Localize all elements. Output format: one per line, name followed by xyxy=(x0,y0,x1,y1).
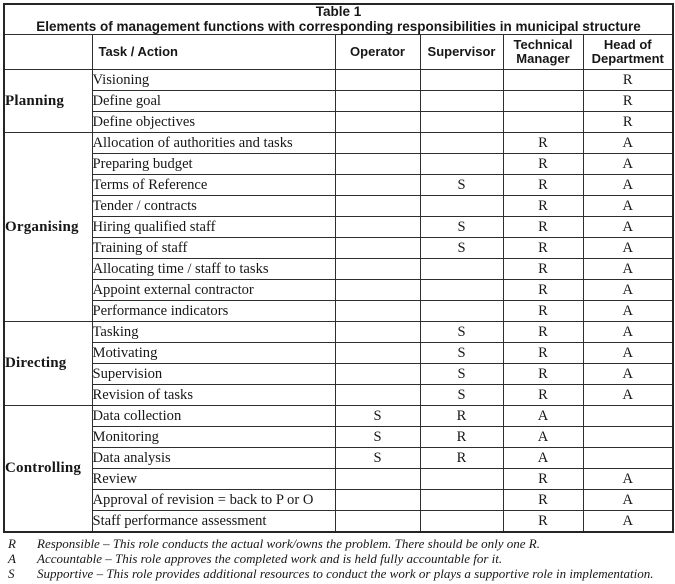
footnote-text: Responsible – This role conducts the actual work/owns the problem. There should be only one R. xyxy=(37,536,540,551)
technical-manager-cell xyxy=(503,91,583,112)
task-cell: Allocating time / staff to tasks xyxy=(92,259,335,280)
operator-cell xyxy=(335,490,420,511)
supervisor-cell xyxy=(420,490,503,511)
title-row xyxy=(4,4,673,35)
operator-cell xyxy=(335,175,420,196)
table-row xyxy=(4,91,673,112)
table-row xyxy=(4,490,673,511)
operator-cell xyxy=(335,238,420,259)
supervisor-cell xyxy=(420,112,503,133)
operator-cell xyxy=(335,91,420,112)
operator-cell xyxy=(335,217,420,238)
operator-cell xyxy=(335,385,420,406)
supervisor-cell: S xyxy=(420,385,503,406)
table-row xyxy=(4,364,673,385)
table-row xyxy=(4,70,673,91)
operator-cell xyxy=(335,301,420,322)
supervisor-cell: R xyxy=(420,448,503,469)
head-of-department-cell: A xyxy=(583,175,673,196)
supervisor-cell: S xyxy=(420,217,503,238)
technical-manager-cell: R xyxy=(503,364,583,385)
task-cell: Allocation of authorities and tasks xyxy=(92,133,335,154)
column-header-head-of-department: Head of Department xyxy=(583,35,673,70)
head-of-department-cell: R xyxy=(583,112,673,133)
table-row xyxy=(4,154,673,175)
table-row xyxy=(4,448,673,469)
head-of-department-cell: A xyxy=(583,196,673,217)
technical-manager-cell: R xyxy=(503,133,583,154)
technical-manager-cell xyxy=(503,112,583,133)
supervisor-cell xyxy=(420,301,503,322)
head-of-department-cell: A xyxy=(583,364,673,385)
group-cell-controlling: Controlling xyxy=(4,406,92,533)
supervisor-cell xyxy=(420,91,503,112)
operator-cell xyxy=(335,112,420,133)
task-cell: Data analysis xyxy=(92,448,335,469)
footnote-key: R xyxy=(8,536,16,551)
head-of-department-cell: A xyxy=(583,490,673,511)
management-table xyxy=(3,3,674,533)
supervisor-cell xyxy=(420,469,503,490)
operator-cell xyxy=(335,280,420,301)
table-row xyxy=(4,385,673,406)
technical-manager-cell: R xyxy=(503,322,583,343)
table-number: Table 1 xyxy=(315,4,362,19)
head-of-department-cell: A xyxy=(583,217,673,238)
group-cell-organising: Organising xyxy=(4,133,92,322)
footnote-text: Supportive – This role provides additional resources to conduct the work or plays a supportive role in implementation. xyxy=(37,565,654,581)
supervisor-cell xyxy=(420,196,503,217)
technical-manager-cell: R xyxy=(503,154,583,175)
supervisor-cell xyxy=(420,259,503,280)
supervisor-cell xyxy=(420,133,503,154)
technical-manager-cell: R xyxy=(503,238,583,259)
technical-manager-cell: R xyxy=(503,343,583,364)
table-row xyxy=(4,112,673,133)
group-cell-planning: Planning xyxy=(4,70,92,133)
table-row xyxy=(4,511,673,533)
task-cell: Review xyxy=(92,469,335,490)
supervisor-cell: S xyxy=(420,322,503,343)
technical-manager-cell: R xyxy=(503,301,583,322)
task-cell: Performance indicators xyxy=(92,301,335,322)
operator-cell xyxy=(335,196,420,217)
operator-cell: S xyxy=(335,427,420,448)
supervisor-cell: R xyxy=(420,406,503,427)
technical-manager-cell: A xyxy=(503,427,583,448)
task-cell: Terms of Reference xyxy=(92,175,335,196)
task-cell: Tender / contracts xyxy=(92,196,335,217)
footnote-text: Accountable – This role approves the completed work and is held fully accountable for it. xyxy=(37,550,503,566)
header-row xyxy=(4,35,673,70)
footnote-supportive xyxy=(8,567,675,582)
column-header-task: Task / Action xyxy=(92,35,335,70)
footnote-accountable xyxy=(8,552,675,567)
technical-manager-cell: A xyxy=(503,448,583,469)
supervisor-cell: S xyxy=(420,238,503,259)
task-cell: Monitoring xyxy=(92,427,335,448)
table-row xyxy=(4,238,673,259)
column-header-operator: Operator xyxy=(335,35,420,70)
table-row xyxy=(4,427,673,448)
table-caption: Elements of management functions with corresponding responsibilities in municipal structure xyxy=(36,18,641,34)
table-title-cell xyxy=(4,4,673,35)
table-row xyxy=(4,196,673,217)
task-cell: Motivating xyxy=(92,343,335,364)
technical-manager-cell: R xyxy=(503,385,583,406)
head-of-department-cell: A xyxy=(583,238,673,259)
head-of-department-cell: A xyxy=(583,511,673,533)
column-header-supervisor: Supervisor xyxy=(420,35,503,70)
technical-manager-cell: R xyxy=(503,175,583,196)
head-of-department-cell: A xyxy=(583,280,673,301)
task-cell: Training of staff xyxy=(92,238,335,259)
footnote-key: S xyxy=(8,565,15,581)
technical-manager-cell: A xyxy=(503,406,583,427)
technical-manager-cell: R xyxy=(503,280,583,301)
technical-manager-cell: R xyxy=(503,511,583,533)
head-of-department-cell: A xyxy=(583,469,673,490)
table-row xyxy=(4,133,673,154)
task-cell: Revision of tasks xyxy=(92,385,335,406)
table-row xyxy=(4,259,673,280)
supervisor-cell: S xyxy=(420,343,503,364)
table-row xyxy=(4,322,673,343)
table-row xyxy=(4,406,673,427)
footnote-responsible xyxy=(8,537,675,552)
table-row xyxy=(4,280,673,301)
table-row xyxy=(4,301,673,322)
head-of-department-cell: A xyxy=(583,301,673,322)
operator-cell: S xyxy=(335,448,420,469)
supervisor-cell: S xyxy=(420,175,503,196)
task-cell: Hiring qualified staff xyxy=(92,217,335,238)
supervisor-cell: S xyxy=(420,364,503,385)
technical-manager-cell: R xyxy=(503,217,583,238)
operator-cell xyxy=(335,70,420,91)
supervisor-cell xyxy=(420,70,503,91)
supervisor-cell xyxy=(420,280,503,301)
supervisor-cell: R xyxy=(420,427,503,448)
table-row xyxy=(4,469,673,490)
technical-manager-cell: R xyxy=(503,196,583,217)
table-row xyxy=(4,217,673,238)
task-cell: Define goal xyxy=(92,91,335,112)
task-cell: Define objectives xyxy=(92,112,335,133)
supervisor-cell xyxy=(420,511,503,533)
task-cell: Tasking xyxy=(92,322,335,343)
technical-manager-cell: R xyxy=(503,469,583,490)
task-cell: Data collection xyxy=(92,406,335,427)
technical-manager-cell: R xyxy=(503,490,583,511)
head-of-department-cell: R xyxy=(583,70,673,91)
task-cell: Approval of revision = back to P or O xyxy=(92,490,335,511)
table-row xyxy=(4,343,673,364)
head-of-department-cell: A xyxy=(583,385,673,406)
technical-manager-cell xyxy=(503,70,583,91)
head-of-department-cell: A xyxy=(583,154,673,175)
task-cell: Preparing budget xyxy=(92,154,335,175)
operator-cell xyxy=(335,259,420,280)
table-row xyxy=(4,175,673,196)
task-cell: Supervision xyxy=(92,364,335,385)
column-header-technical-manager: Technical Manager xyxy=(503,35,583,70)
task-cell: Staff performance assessment xyxy=(92,511,335,533)
operator-cell xyxy=(335,133,420,154)
operator-cell xyxy=(335,511,420,533)
task-cell: Appoint external contractor xyxy=(92,280,335,301)
footnote-key: A xyxy=(8,550,16,566)
head-of-department-cell xyxy=(583,406,673,427)
head-of-department-cell: A xyxy=(583,343,673,364)
operator-cell xyxy=(335,322,420,343)
task-cell: Visioning xyxy=(92,70,335,91)
footnotes xyxy=(8,537,675,581)
head-of-department-cell xyxy=(583,427,673,448)
group-cell-directing: Directing xyxy=(4,322,92,406)
corner-cell xyxy=(4,35,92,70)
head-of-department-cell: R xyxy=(583,91,673,112)
supervisor-cell xyxy=(420,154,503,175)
head-of-department-cell: A xyxy=(583,322,673,343)
head-of-department-cell xyxy=(583,448,673,469)
operator-cell xyxy=(335,154,420,175)
head-of-department-cell: A xyxy=(583,133,673,154)
operator-cell: S xyxy=(335,406,420,427)
head-of-department-cell: A xyxy=(583,259,673,280)
operator-cell xyxy=(335,469,420,490)
operator-cell xyxy=(335,364,420,385)
technical-manager-cell: R xyxy=(503,259,583,280)
operator-cell xyxy=(335,343,420,364)
